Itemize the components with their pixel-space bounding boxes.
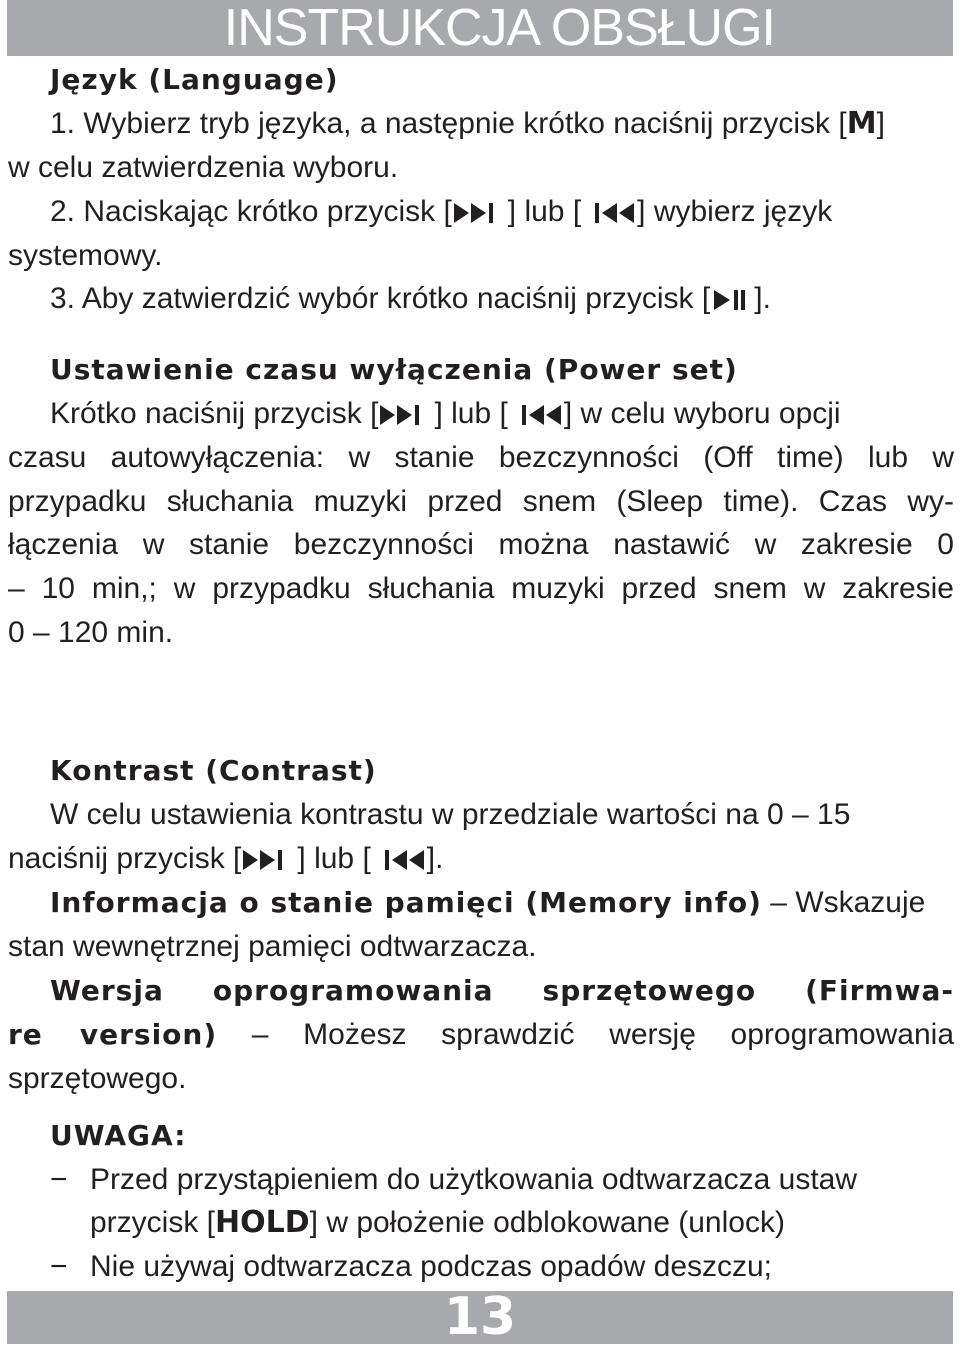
language-heading: Język (Language) [50, 63, 339, 96]
next-track-icon [241, 847, 297, 873]
power-line-5: – 10 min,; w przypadku słuchania muzyki przed snem w zakresie [8, 572, 954, 605]
language-step3: 3. Aby zatwierdzić wybór krótko naciśnij przycisk [ ]. [50, 282, 771, 315]
note-bullet-1-cont: przycisk [HOLD] w położenie odblokowane (unlock) [90, 1205, 785, 1240]
power-line-2: czasu autowyłączenia: w stanie bezczynności (Off time) lub w [8, 441, 954, 474]
power-line-6: 0 – 120 min. [8, 616, 174, 649]
contrast-line-1: W celu ustawienia kontrastu w przedziale wartości na 0 – 15 [50, 798, 851, 831]
hold-key-label: HOLD [215, 1205, 310, 1240]
firmware-line-3: sprzętowego. [8, 1062, 187, 1095]
page-title: INSTRUKCJA OBSŁUGI [223, 0, 775, 57]
note-bullet-1: Przed przystąpieniem do użytkowania odtwarzacza ustaw [90, 1163, 858, 1196]
bullet-dash: − [50, 1163, 68, 1196]
power-line-3: przypadku słuchania muzyki przed snem (Sleep time). Czas wy- [8, 485, 954, 518]
memory-line-2: stan wewnętrznej pamięci odtwarzacza. [8, 930, 537, 963]
memory-line-1: Informacja o stanie pamięci (Memory info) – Wskazuje [50, 886, 926, 919]
next-track-icon [378, 402, 434, 428]
m-key-label: M [846, 106, 877, 141]
play-pause-icon [710, 287, 754, 313]
page-number: 13 [443, 1287, 517, 1347]
prev-track-icon [371, 847, 427, 873]
language-step2-cont: systemowy. [8, 239, 163, 272]
language-step1-cont: w celu zatwierdzenia wyboru. [8, 151, 399, 184]
next-track-icon [452, 200, 508, 226]
note-bullet-2: Nie używaj odtwarzacza podczas opadów deszczu; [90, 1250, 773, 1283]
bullet-dash: − [50, 1250, 68, 1283]
memory-heading: Informacja o stanie pamięci (Memory info) [50, 886, 762, 919]
language-step2: 2. Naciskając krótko przycisk [ ] lub [ ] wybierz język [50, 195, 833, 228]
prev-track-icon [581, 200, 637, 226]
language-step1: 1. Wybierz tryb języka, a następnie krótko naciśnij przycisk [M] [50, 106, 885, 141]
firmware-line-2: re version) – Możesz sprawdzić wersję oprogramowania [8, 1018, 955, 1051]
note-heading: UWAGA: [50, 1119, 187, 1152]
prev-track-icon [508, 402, 564, 428]
power-heading: Ustawienie czasu wyłączenia (Power set) [50, 353, 738, 386]
power-line-1: Krótko naciśnij przycisk [ ] lub [ ] w celu wyboru opcji [50, 397, 841, 430]
power-line-4: łączenia w stanie bezczynności można nastawić w zakresie 0 [8, 528, 954, 561]
contrast-heading: Kontrast (Contrast) [50, 754, 377, 787]
contrast-line-2: naciśnij przycisk [ ] lub [ ]. [8, 842, 444, 875]
firmware-heading-cont: re version) [8, 1018, 218, 1051]
firmware-heading: Wersja oprogramowania sprzętowego (Firmwa- [50, 974, 954, 1007]
